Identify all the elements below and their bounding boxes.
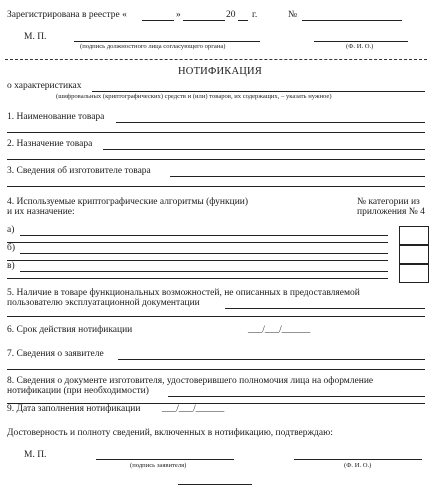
item-7-field-continued[interactable] xyxy=(7,369,425,370)
item-8-field[interactable] xyxy=(168,396,425,397)
category-header: № категории из xyxy=(357,197,420,207)
item-5-field[interactable] xyxy=(225,308,425,309)
item-4-label-continued: и их назначение: xyxy=(7,207,75,217)
item-6-label: 6. Срок действия нотификации xyxy=(7,325,133,335)
about-field[interactable] xyxy=(92,91,425,92)
option-c-field-continued[interactable] xyxy=(7,278,388,279)
option-a-label: а) xyxy=(7,225,15,235)
about-label: о характеристиках xyxy=(7,81,82,91)
registry-year-suffix: г. xyxy=(252,10,258,20)
item-1-field-continued[interactable] xyxy=(7,132,425,133)
registry-label: Зарегистрирована в реестре « xyxy=(7,10,127,20)
registry-year-prefix: 20 xyxy=(226,10,236,20)
item-8-label-continued: нотификации (при необходимости) xyxy=(7,386,149,396)
option-b-field-continued[interactable] xyxy=(7,260,388,261)
approval-stamp-label: М. П. xyxy=(24,32,47,42)
registry-day-field[interactable] xyxy=(142,20,174,21)
option-b-label: б) xyxy=(7,243,15,253)
applicant-fio-field[interactable] xyxy=(294,459,422,460)
registry-number-field[interactable] xyxy=(302,20,402,21)
option-c-field[interactable] xyxy=(20,271,388,272)
option-a-field[interactable] xyxy=(20,235,388,236)
item-5-label-continued: пользователю эксплуатационной документации xyxy=(7,298,200,308)
option-c-label: в) xyxy=(7,261,15,271)
document-title: НОТИФИКАЦИЯ xyxy=(178,66,262,77)
item-9-label: 9. Дата заполнения нотификации xyxy=(7,404,141,414)
applicant-signature-caption: (подпись заявителя) xyxy=(130,462,187,469)
approval-signature-field[interactable] xyxy=(74,41,260,42)
item-3-label: 3. Сведения об изготовителе товара xyxy=(7,166,151,176)
registry-number-label: № xyxy=(288,10,298,20)
fill-date-field[interactable]: ___/___/______ xyxy=(162,404,225,414)
item-3-field-continued[interactable] xyxy=(7,186,425,187)
item-2-field-continued[interactable] xyxy=(7,159,425,160)
applicant-stamp-label: М. П. xyxy=(24,450,47,460)
item-2-label: 2. Назначение товара xyxy=(7,139,93,149)
item-3-field[interactable] xyxy=(170,176,425,177)
option-c-category-box[interactable] xyxy=(399,264,429,283)
registry-year-field[interactable] xyxy=(238,20,248,21)
applicant-signature-field[interactable] xyxy=(96,459,234,460)
confirmation-text: Достоверность и полноту сведений, включенных в нотификацию, подтверждаю: xyxy=(7,428,333,438)
item-7-field[interactable] xyxy=(118,359,425,360)
approval-signature-caption: (подпись должностного лица согласующего органа) xyxy=(80,43,226,50)
registry-quote-close: » xyxy=(176,10,181,20)
item-1-label: 1. Наименование товара xyxy=(7,112,105,122)
about-caption: (шифровальных (криптографических) средств и (или) товаров, их содержащих, – указать нужное) xyxy=(56,93,332,100)
category-header-continued: приложения № 4 xyxy=(357,207,425,217)
separator-line xyxy=(5,59,427,60)
validity-date-field[interactable]: ___/___/______ xyxy=(248,325,311,335)
approval-fio-field[interactable] xyxy=(314,41,408,42)
approval-fio-caption: (Ф. И. О.) xyxy=(346,43,374,50)
item-2-field[interactable] xyxy=(103,149,425,150)
item-7-label: 7. Сведения о заявителе xyxy=(7,349,104,359)
registry-month-field[interactable] xyxy=(183,20,225,21)
option-b-field[interactable] xyxy=(20,253,388,254)
item-1-field[interactable] xyxy=(116,122,425,123)
option-a-category-box[interactable] xyxy=(399,226,429,245)
item-8-label: 8. Сведения о документе изготовителя, удостоверившего полномочия лица на оформление xyxy=(7,376,374,386)
option-a-field-continued[interactable] xyxy=(7,242,388,243)
item-5-field-continued[interactable] xyxy=(7,316,425,317)
applicant-fio-caption: (Ф. И. О.) xyxy=(344,462,372,469)
item-5-label: 5. Наличие в товаре функциональных возможностей, не описанных в предоставляемой xyxy=(7,288,360,298)
bottom-line xyxy=(178,484,252,485)
item-4-label: 4. Используемые криптографические алгоритмы (функции) xyxy=(7,197,249,207)
option-b-category-box[interactable] xyxy=(399,245,429,264)
